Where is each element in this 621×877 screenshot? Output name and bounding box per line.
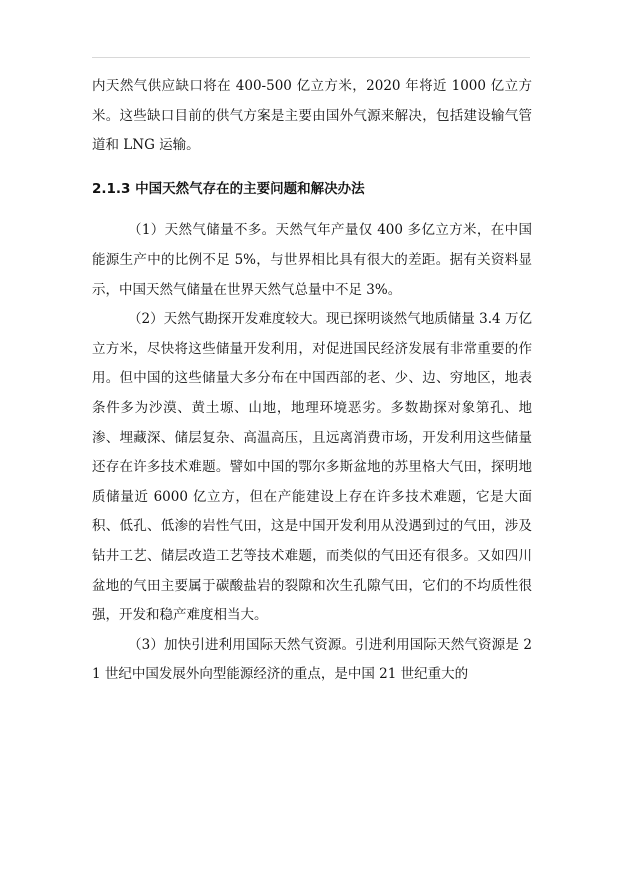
document-body [92, 72, 532, 690]
section-heading: 2.1.3 中国天然气存在的主要问题和解决办法 [92, 180, 365, 197]
paragraph-2: （2）天然气勘探开发难度较大。现已探明谈然气地质储量 3.4 万亿立方米，尽快将这些储量开发利用，对促进国民经济发展有非常重要的作用。但中国的这些储量大多分布在中国西部的老、少、边、穷地区，地表条件多为沙漠、黄土塬、山地，地理环境恶劣。多数勘探对象第孔、地渗、埋藏深、储层复杂、高温高压，且远离消费市场，开发利用这些储量还存在许多技术难题。譬如中国的鄂尔多斯盆地的苏里格大气田，探明地质储量近 6000 亿立方，但在产能建设上存在许多技术难题，它是大面积、低孔、低渗的岩性气田，这是中国开发利用从没遇到过的气田，涉及钻井工艺、储层改造工艺等技术难题，而类似的气田还有很多。又如四川盆地的气田主要属于碳酸盐岩的裂隙和次生孔隙气田，它们的不均质性很强，开发和稳产难度相当大。 [92, 311, 532, 624]
paragraph-1: （1）天然气储量不多。天然气年产量仅 400 多亿立方米，在中国能源生产中的比例不足 5%，与世界相比具有很大的差距。据有关资料显示，中国天然气储量在世界天然气总量中不足 3%。 [92, 222, 532, 298]
header-rule [92, 57, 530, 58]
intro-paragraph: 内天然气供应缺口将在 400-500 亿立方米，2020 年将近 1000 亿立方米。这些缺口目前的供气方案是主要由国外气源来解决，包括建设输气管道和 LNG 运输。 [92, 78, 532, 154]
paragraph-3: （3）加快引进利用国际天然气资源。引进利用国际天然气资源是 21 世纪中国发展外向型能源经济的重点，是中国 21 世纪重大的 [92, 636, 532, 683]
